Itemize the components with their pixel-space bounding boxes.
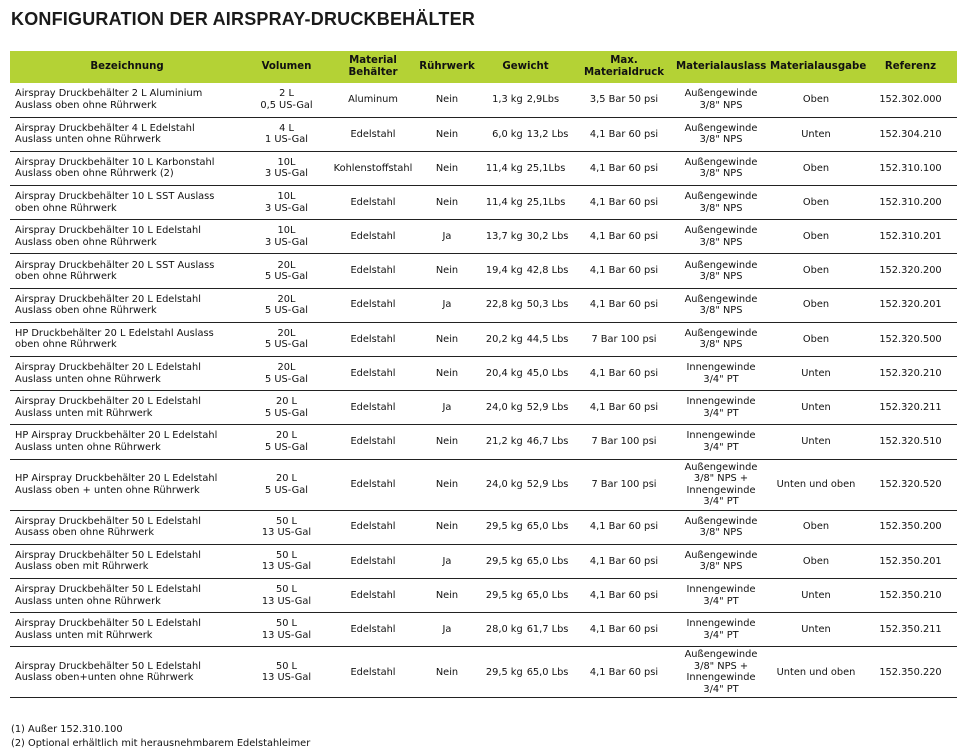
reference-cell: 152.350.200	[864, 510, 957, 544]
agitator-cell: Nein	[417, 357, 477, 391]
weight-cell	[477, 83, 574, 117]
outlet-cell: Außengewinde 3/8" NPS	[674, 83, 768, 117]
weight-kg: 29,5 kg	[485, 521, 523, 533]
footnotes	[11, 723, 310, 750]
max-pressure-cell: 3,5 Bar 50 psi	[574, 83, 674, 117]
reference-cell: 152.310.100	[864, 151, 957, 185]
weight-lbs: 65,0 Lbs	[526, 521, 569, 533]
column-header: Max. Materialdruck	[574, 51, 674, 83]
description-cell: Airspray Druckbehälter 50 L Edelstahl Auslass unten ohne Rührwerk	[10, 578, 244, 612]
output-cell: Unten und oben	[768, 647, 864, 698]
output-cell: Oben	[768, 186, 864, 220]
output-cell: Oben	[768, 510, 864, 544]
material-cell: Edelstahl	[329, 510, 417, 544]
weight-lbs: 65,0 Lbs	[526, 555, 569, 567]
table-row	[10, 391, 957, 425]
max-pressure-cell: 4,1 Bar 60 psi	[574, 220, 674, 254]
description-cell: Airspray Druckbehälter 10 L Edelstahl Auslass oben ohne Rührwerk	[10, 220, 244, 254]
weight-cell	[477, 647, 574, 698]
volume-cell: 10L 3 US-Gal	[244, 220, 329, 254]
weight-cell	[477, 391, 574, 425]
agitator-cell: Nein	[417, 578, 477, 612]
outlet-cell: Außengewinde 3/8" NPS	[674, 151, 768, 185]
description-cell: Airspray Druckbehälter 20 L Edelstahl Auslass oben ohne Rührwerk	[10, 288, 244, 322]
material-cell: Edelstahl	[329, 613, 417, 647]
outlet-cell: Außengewinde 3/8" NPS + Innengewinde 3/4" PT	[674, 647, 768, 698]
volume-cell: 50 L 13 US-Gal	[244, 510, 329, 544]
table-row	[10, 186, 957, 220]
material-cell: Edelstahl	[329, 578, 417, 612]
reference-cell: 152.310.201	[864, 220, 957, 254]
weight-lbs: 46,7 Lbs	[526, 436, 569, 448]
table-row	[10, 117, 957, 151]
weight-cell	[477, 544, 574, 578]
weight-cell	[477, 254, 574, 288]
weight-lbs: 52,9 Lbs	[526, 478, 569, 490]
output-cell: Oben	[768, 322, 864, 356]
volume-cell: 4 L 1 US-Gal	[244, 117, 329, 151]
output-cell: Unten	[768, 357, 864, 391]
outlet-cell: Innengewinde 3/4" PT	[674, 391, 768, 425]
output-cell: Oben	[768, 151, 864, 185]
agitator-cell: Nein	[417, 83, 477, 117]
weight-kg: 29,5 kg	[485, 555, 523, 567]
reference-cell: 152.320.200	[864, 254, 957, 288]
max-pressure-cell: 4,1 Bar 60 psi	[574, 647, 674, 698]
description-cell: Airspray Druckbehälter 50 L Edelstahl Auslass oben+unten ohne Rührwerk	[10, 647, 244, 698]
description-cell: Airspray Druckbehälter 20 L Edelstahl Auslass unten ohne Rührwerk	[10, 357, 244, 391]
weight-lbs: 52,9 Lbs	[526, 402, 569, 414]
volume-cell: 20 L 5 US-Gal	[244, 459, 329, 510]
reference-cell: 152.350.210	[864, 578, 957, 612]
reference-cell: 152.320.500	[864, 322, 957, 356]
weight-lbs: 25,1Lbs	[526, 162, 566, 174]
weight-cell	[477, 151, 574, 185]
material-cell: Edelstahl	[329, 357, 417, 391]
weight-kg: 22,8 kg	[485, 299, 523, 311]
volume-cell: 50 L 13 US-Gal	[244, 544, 329, 578]
reference-cell: 152.350.220	[864, 647, 957, 698]
output-cell: Unten und oben	[768, 459, 864, 510]
table-row	[10, 322, 957, 356]
weight-lbs: 65,0 Lbs	[526, 589, 569, 601]
weight-lbs: 42,8 Lbs	[526, 265, 569, 277]
outlet-cell: Innengewinde 3/4" PT	[674, 613, 768, 647]
description-cell: Airspray Druckbehälter 10 L Karbonstahl Auslass oben ohne Rührwerk (2)	[10, 151, 244, 185]
table-row	[10, 459, 957, 510]
output-cell: Oben	[768, 544, 864, 578]
outlet-cell: Außengewinde 3/8" NPS	[674, 186, 768, 220]
material-cell: Edelstahl	[329, 322, 417, 356]
outlet-cell: Außengewinde 3/8" NPS	[674, 117, 768, 151]
description-cell: Airspray Druckbehälter 4 L Edelstahl Auslass unten ohne Rührwerk	[10, 117, 244, 151]
volume-cell: 20 L 5 US-Gal	[244, 425, 329, 459]
column-header: Volumen	[244, 51, 329, 83]
output-cell: Unten	[768, 117, 864, 151]
output-cell: Oben	[768, 83, 864, 117]
description-cell: Airspray Druckbehälter 2 L Aluminium Auslass oben ohne Rührwerk	[10, 83, 244, 117]
volume-cell: 20L 5 US-Gal	[244, 254, 329, 288]
column-header: Gewicht	[477, 51, 574, 83]
agitator-cell: Nein	[417, 186, 477, 220]
reference-cell: 152.350.211	[864, 613, 957, 647]
outlet-cell: Außengewinde 3/8" NPS	[674, 254, 768, 288]
tank-configuration-table	[10, 51, 957, 698]
weight-kg: 13,7 kg	[485, 231, 523, 243]
reference-cell: 152.320.201	[864, 288, 957, 322]
weight-lbs: 30,2 Lbs	[526, 231, 569, 243]
weight-lbs: 13,2 Lbs	[526, 128, 569, 140]
volume-cell: 2 L 0,5 US-Gal	[244, 83, 329, 117]
reference-cell: 152.320.210	[864, 357, 957, 391]
weight-kg: 21,2 kg	[485, 436, 523, 448]
agitator-cell: Nein	[417, 647, 477, 698]
weight-cell	[477, 288, 574, 322]
weight-cell	[477, 425, 574, 459]
material-cell: Edelstahl	[329, 117, 417, 151]
material-cell: Edelstahl	[329, 254, 417, 288]
agitator-cell: Ja	[417, 544, 477, 578]
outlet-cell: Außengewinde 3/8" NPS	[674, 288, 768, 322]
max-pressure-cell: 7 Bar 100 psi	[574, 459, 674, 510]
reference-cell: 152.304.210	[864, 117, 957, 151]
max-pressure-cell: 4,1 Bar 60 psi	[574, 391, 674, 425]
volume-cell: 20 L 5 US-Gal	[244, 391, 329, 425]
description-cell: HP Druckbehälter 20 L Edelstahl Auslass oben ohne Rührwerk	[10, 322, 244, 356]
max-pressure-cell: 4,1 Bar 60 psi	[574, 544, 674, 578]
agitator-cell: Ja	[417, 220, 477, 254]
volume-cell: 20L 5 US-Gal	[244, 357, 329, 391]
outlet-cell: Innengewinde 3/4" PT	[674, 357, 768, 391]
outlet-cell: Innengewinde 3/4" PT	[674, 425, 768, 459]
max-pressure-cell: 7 Bar 100 psi	[574, 425, 674, 459]
reference-cell: 152.302.000	[864, 83, 957, 117]
weight-lbs: 25,1Lbs	[526, 196, 566, 208]
material-cell: Edelstahl	[329, 288, 417, 322]
output-cell: Unten	[768, 425, 864, 459]
material-cell: Edelstahl	[329, 220, 417, 254]
outlet-cell: Außengewinde 3/8" NPS	[674, 510, 768, 544]
weight-kg: 24,0 kg	[485, 478, 523, 490]
description-cell: HP Airspray Druckbehälter 20 L Edelstahl Auslass oben + unten ohne Rührwerk	[10, 459, 244, 510]
reference-cell: 152.350.201	[864, 544, 957, 578]
material-cell: Kohlenstoffstahl	[329, 151, 417, 185]
reference-cell: 152.310.200	[864, 186, 957, 220]
weight-cell	[477, 357, 574, 391]
agitator-cell: Nein	[417, 151, 477, 185]
agitator-cell: Nein	[417, 117, 477, 151]
volume-cell: 20L 5 US-Gal	[244, 288, 329, 322]
description-cell: Airspray Druckbehälter 20 L SST Auslass oben ohne Rührwerk	[10, 254, 244, 288]
weight-cell	[477, 578, 574, 612]
table-row	[10, 151, 957, 185]
material-cell: Edelstahl	[329, 186, 417, 220]
weight-cell	[477, 117, 574, 151]
weight-kg: 11,4 kg	[485, 162, 523, 174]
material-cell: Aluminum	[329, 83, 417, 117]
table-row	[10, 83, 957, 117]
output-cell: Oben	[768, 220, 864, 254]
reference-cell: 152.320.520	[864, 459, 957, 510]
output-cell: Unten	[768, 391, 864, 425]
volume-cell: 10L 3 US-Gal	[244, 186, 329, 220]
material-cell: Edelstahl	[329, 391, 417, 425]
weight-kg: 1,3 kg	[492, 94, 523, 106]
column-header: Materialausgabe	[768, 51, 864, 83]
weight-kg: 28,0 kg	[485, 623, 523, 635]
outlet-cell: Innengewinde 3/4" PT	[674, 578, 768, 612]
page-title: KONFIGURATION DER AIRSPRAY-DRUCKBEHÄLTER	[11, 9, 476, 29]
max-pressure-cell: 4,1 Bar 60 psi	[574, 254, 674, 288]
weight-cell	[477, 220, 574, 254]
agitator-cell: Nein	[417, 459, 477, 510]
weight-cell	[477, 459, 574, 510]
table-row	[10, 613, 957, 647]
weight-lbs: 65,0 Lbs	[526, 666, 569, 678]
reference-cell: 152.320.211	[864, 391, 957, 425]
weight-cell	[477, 510, 574, 544]
footnote: (2) Optional erhältlich mit herausnehmbarem Edelstahleimer	[11, 737, 311, 749]
weight-kg: 19,4 kg	[485, 265, 523, 277]
weight-cell	[477, 322, 574, 356]
max-pressure-cell: 4,1 Bar 60 psi	[574, 510, 674, 544]
output-cell: Unten	[768, 613, 864, 647]
max-pressure-cell: 4,1 Bar 60 psi	[574, 357, 674, 391]
outlet-cell: Außengewinde 3/8" NPS	[674, 322, 768, 356]
max-pressure-cell: 4,1 Bar 60 psi	[574, 151, 674, 185]
weight-kg: 6,0 kg	[492, 128, 523, 140]
max-pressure-cell: 4,1 Bar 60 psi	[574, 288, 674, 322]
outlet-cell: Außengewinde 3/8" NPS	[674, 220, 768, 254]
material-cell: Edelstahl	[329, 544, 417, 578]
max-pressure-cell: 4,1 Bar 60 psi	[574, 613, 674, 647]
description-cell: Airspray Druckbehälter 50 L Edelstahl Auslass oben mit Rührwerk	[10, 544, 244, 578]
material-cell: Edelstahl	[329, 459, 417, 510]
weight-lbs: 45,0 Lbs	[526, 367, 569, 379]
weight-kg: 24,0 kg	[485, 402, 523, 414]
weight-cell	[477, 613, 574, 647]
table-row	[10, 357, 957, 391]
agitator-cell: Nein	[417, 254, 477, 288]
agitator-cell: Nein	[417, 510, 477, 544]
weight-kg: 11,4 kg	[485, 196, 523, 208]
table-row	[10, 254, 957, 288]
table-row	[10, 578, 957, 612]
table-row	[10, 544, 957, 578]
column-header: Material Behälter	[329, 51, 417, 83]
table-row	[10, 510, 957, 544]
table-row	[10, 647, 957, 698]
weight-lbs: 2,9Lbs	[526, 94, 560, 106]
description-cell: HP Airspray Druckbehälter 20 L Edelstahl Auslass unten ohne Rührwerk	[10, 425, 244, 459]
description-cell: Airspray Druckbehälter 50 L Edelstahl Ausass oben ohne Rührwerk	[10, 510, 244, 544]
column-header: Referenz	[864, 51, 957, 83]
weight-kg: 20,2 kg	[485, 333, 523, 345]
max-pressure-cell: 4,1 Bar 60 psi	[574, 578, 674, 612]
table-body	[10, 83, 957, 698]
reference-cell: 152.320.510	[864, 425, 957, 459]
volume-cell: 10L 3 US-Gal	[244, 151, 329, 185]
volume-cell: 50 L 13 US-Gal	[244, 613, 329, 647]
outlet-cell: Außengewinde 3/8" NPS + Innengewinde 3/4" PT	[674, 459, 768, 510]
column-header: Materialauslass	[674, 51, 768, 83]
agitator-cell: Nein	[417, 322, 477, 356]
table-header-row	[10, 51, 957, 83]
weight-kg: 29,5 kg	[485, 666, 523, 678]
output-cell: Oben	[768, 254, 864, 288]
max-pressure-cell: 4,1 Bar 60 psi	[574, 186, 674, 220]
output-cell: Unten	[768, 578, 864, 612]
table-row	[10, 288, 957, 322]
material-cell: Edelstahl	[329, 647, 417, 698]
max-pressure-cell: 7 Bar 100 psi	[574, 322, 674, 356]
table-row	[10, 220, 957, 254]
weight-cell	[477, 186, 574, 220]
agitator-cell: Ja	[417, 613, 477, 647]
material-cell: Edelstahl	[329, 425, 417, 459]
volume-cell: 50 L 13 US-Gal	[244, 647, 329, 698]
weight-kg: 29,5 kg	[485, 589, 523, 601]
weight-lbs: 44,5 Lbs	[526, 333, 569, 345]
agitator-cell: Ja	[417, 288, 477, 322]
max-pressure-cell: 4,1 Bar 60 psi	[574, 117, 674, 151]
table-row	[10, 425, 957, 459]
output-cell: Oben	[768, 288, 864, 322]
weight-kg: 20,4 kg	[485, 367, 523, 379]
agitator-cell: Ja	[417, 391, 477, 425]
weight-lbs: 50,3 Lbs	[526, 299, 569, 311]
weight-lbs: 61,7 Lbs	[526, 623, 569, 635]
column-header: Bezeichnung	[10, 51, 244, 83]
footnote: (1) Außer 152.310.100	[11, 724, 123, 735]
volume-cell: 20L 5 US-Gal	[244, 322, 329, 356]
agitator-cell: Nein	[417, 425, 477, 459]
outlet-cell: Außengewinde 3/8" NPS	[674, 544, 768, 578]
column-header: Rührwerk	[417, 51, 477, 83]
description-cell: Airspray Druckbehälter 10 L SST Auslass oben ohne Rührwerk	[10, 186, 244, 220]
description-cell: Airspray Druckbehälter 50 L Edelstahl Auslass unten mit Rührwerk	[10, 613, 244, 647]
description-cell: Airspray Druckbehälter 20 L Edelstahl Auslass unten mit Rührwerk	[10, 391, 244, 425]
volume-cell: 50 L 13 US-Gal	[244, 578, 329, 612]
